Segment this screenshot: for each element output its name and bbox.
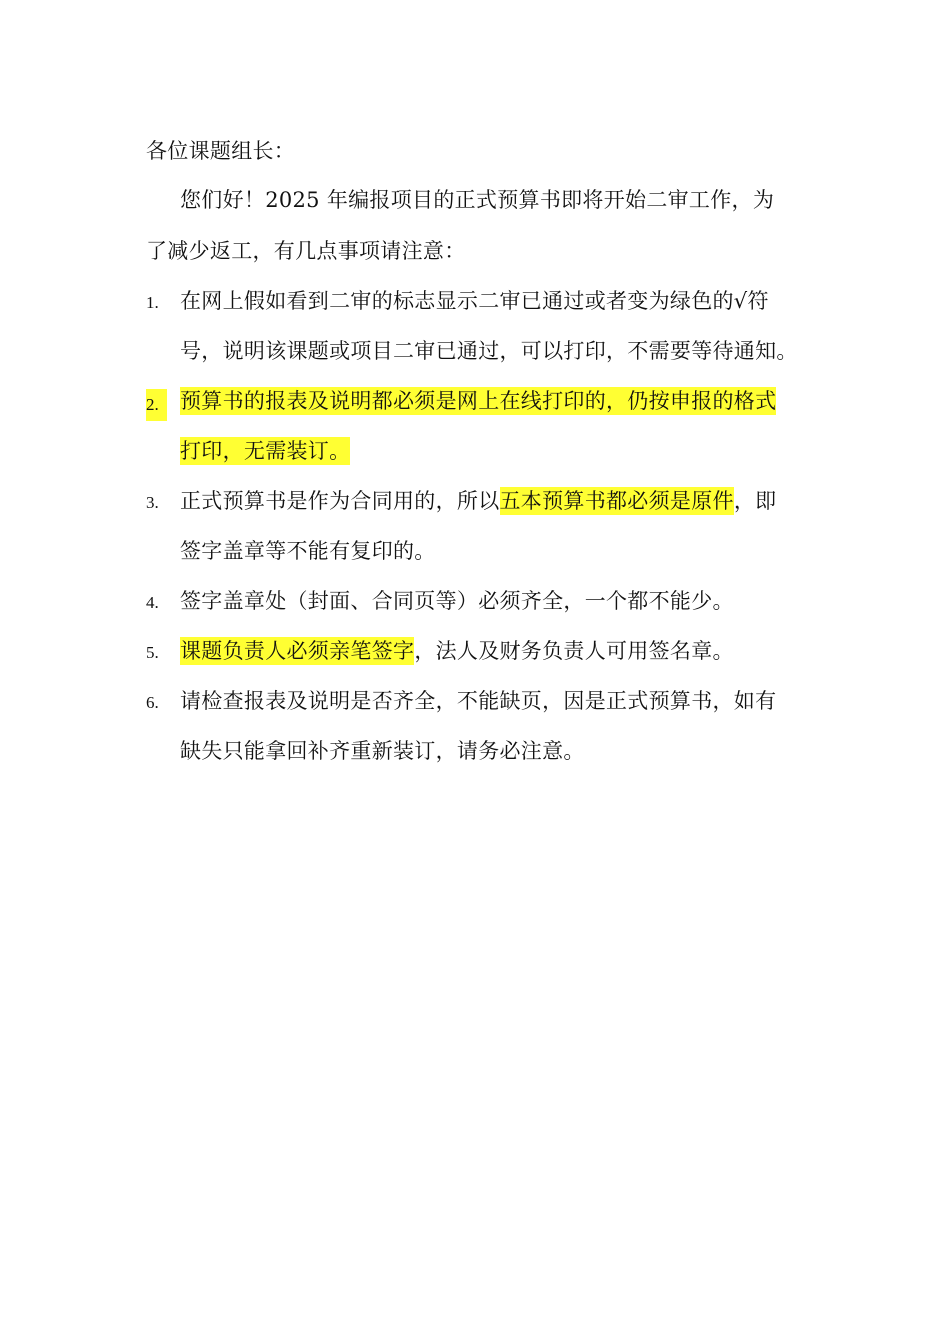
list-item-number: 4. xyxy=(146,593,159,612)
list-item-line: 签字盖章处（封面、合同页等）必须齐全，一个都不能少。 xyxy=(180,589,734,613)
list-item-line xyxy=(180,637,734,665)
highlighted-text: 课题负责人必须亲笔签字 xyxy=(180,639,415,663)
intro-line-1: 您们好！2025 年编报项目的正式预算书即将开始二审工作，为 xyxy=(180,188,775,212)
plain-text: 正式预算书是作为合同用的，所以 xyxy=(180,489,500,513)
plain-text: ，即 xyxy=(733,489,777,513)
intro-line-2: 了减少返工，有几点事项请注意： xyxy=(146,239,466,263)
list-item-line xyxy=(180,387,776,415)
plain-text: ，法人及财务负责人可用签名章。 xyxy=(414,639,734,663)
highlighted-text: 打印，无需装订。 xyxy=(180,439,351,463)
list-item-line: 请检查报表及说明是否齐全，不能缺页，因是正式预算书，如有 xyxy=(180,689,777,713)
list-item-number: 2. xyxy=(146,389,167,421)
list-item-number: 3. xyxy=(146,493,159,512)
greeting: 各位课题组长： xyxy=(146,139,296,163)
list-item-number: 1. xyxy=(146,293,159,312)
list-item-number: 5. xyxy=(146,643,159,662)
list-item-line: 缺失只能拿回补齐重新装订，请务必注意。 xyxy=(180,739,585,763)
list-item-line xyxy=(180,437,350,465)
list-item-line: 签字盖章等不能有复印的。 xyxy=(180,539,436,563)
highlighted-text: 预算书的报表及说明都必须是网上在线打印的，仍按申报的格式 xyxy=(180,389,777,413)
highlighted-text: 五本预算书都必须是原件 xyxy=(499,489,734,513)
list-item-line: 在网上假如看到二审的标志显示二审已通过或者变为绿色的√符 xyxy=(180,289,769,313)
list-item-number: 6. xyxy=(146,693,159,712)
list-item-line: 号，说明该课题或项目二审已通过，可以打印，不需要等待通知。 xyxy=(180,339,798,363)
list-item-line xyxy=(180,487,776,515)
